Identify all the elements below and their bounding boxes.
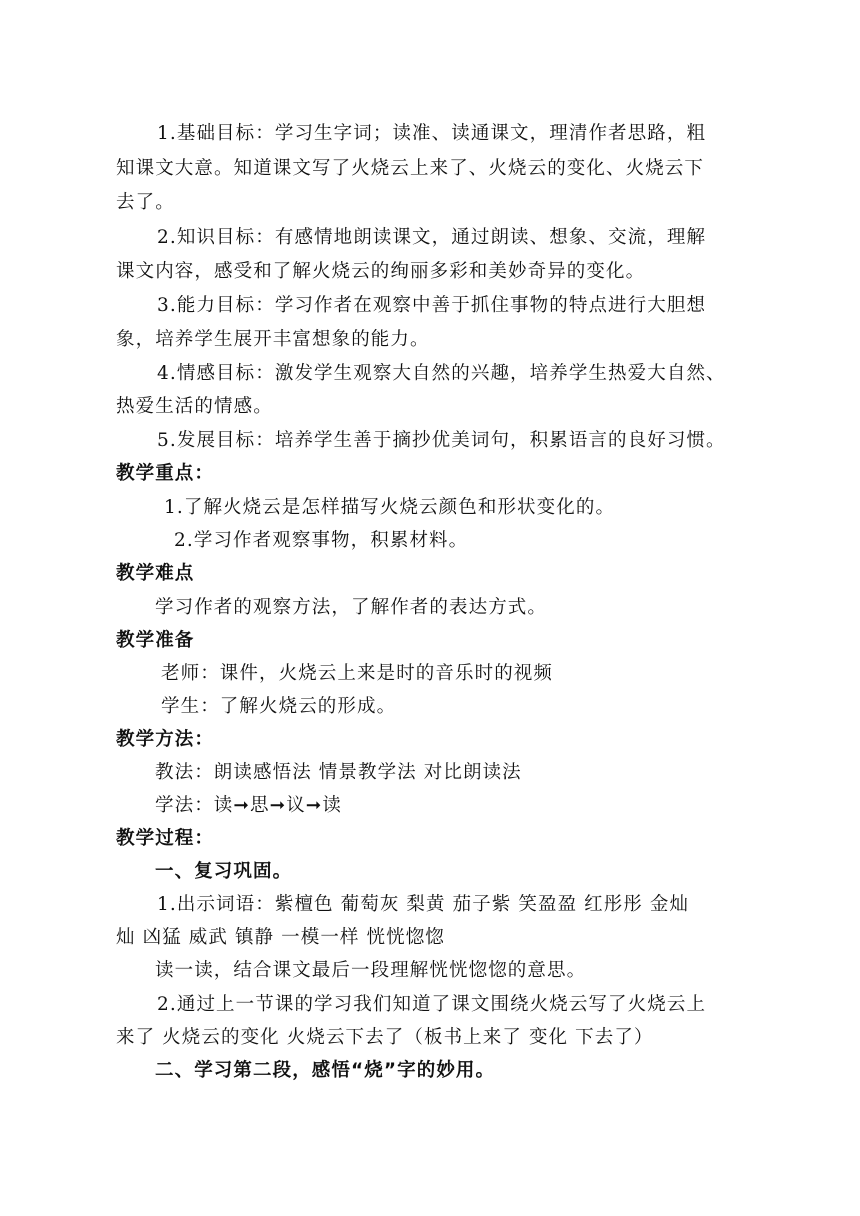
goal-3-line-2: 象，培养学生展开丰富想象的能力。 bbox=[116, 329, 430, 350]
process-step-2-line-2: 来了 火烧云的变化 火烧云下去了（板书上来了 变化 下去了） bbox=[116, 1027, 654, 1048]
process-step-2-line-1: 2.通过上一节课的学习我们知道了课文围绕火烧云写了火烧云上 bbox=[157, 994, 707, 1015]
process-section-2: 二、学习第二段，感悟“烧”字的妙用。 bbox=[155, 1060, 496, 1081]
preparation-teacher: 老师：课件，火烧云上来是时的音乐时的视频 bbox=[161, 663, 554, 684]
goal-4-line-1: 4.情感目标：激发学生观察大自然的兴趣，培养学生热爱大自然、 bbox=[157, 363, 726, 384]
goal-2-line-1: 2.知识目标：有感情地朗读课文，通过朗读、想象、交流，理解 bbox=[157, 227, 707, 248]
goal-5-line-1: 5.发展目标：培养学生善于摘抄优美词句，积累语言的良好习惯。 bbox=[157, 430, 726, 451]
goal-1-line-1: 1.基础目标：学习生字词；读准、读通课文，理清作者思路，粗 bbox=[157, 123, 707, 144]
difficulty-heading: 教学难点 bbox=[116, 563, 195, 584]
goal-2-line-2: 课文内容，感受和了解火烧云的绚丽多彩和美妙奇异的变化。 bbox=[116, 261, 646, 282]
key-point-1: 1.了解火烧云是怎样描写火烧云颜色和形状变化的。 bbox=[164, 497, 616, 518]
process-section-1: 一、复习巩固。 bbox=[155, 861, 293, 882]
key-point-2: 2.学习作者观察事物，积累材料。 bbox=[174, 530, 469, 551]
methods-learning: 学法：读➞思➞议➞读 bbox=[155, 795, 343, 816]
process-step-1-line-1: 1.出示词语：紫檀色 葡萄灰 梨黄 茄子紫 笑盈盈 红彤彤 金灿 bbox=[157, 894, 690, 915]
key-points-heading: 教学重点： bbox=[116, 463, 215, 484]
goal-1-line-2: 知课文大意。知道课文写了火烧云上来了、火烧云的变化、火烧云下 bbox=[116, 158, 705, 179]
methods-heading: 教学方法： bbox=[116, 729, 215, 750]
process-step-1-note: 读一读，结合课文最后一段理解恍恍惚惚的意思。 bbox=[155, 960, 587, 981]
difficulty-text: 学习作者的观察方法，了解作者的表达方式。 bbox=[155, 597, 548, 618]
process-heading: 教学过程： bbox=[116, 828, 215, 849]
goal-4-line-2: 热爱生活的情感。 bbox=[116, 396, 273, 417]
process-step-1-line-2: 灿 凶猛 威武 镇静 一模一样 恍恍惚惚 bbox=[116, 927, 445, 948]
preparation-heading: 教学准备 bbox=[116, 630, 195, 651]
preparation-student: 学生：了解火烧云的形成。 bbox=[161, 696, 397, 717]
goal-1-line-3: 去了。 bbox=[116, 192, 175, 213]
goal-3-line-1: 3.能力目标：学习作者在观察中善于抓住事物的特点进行大胆想 bbox=[157, 295, 707, 316]
methods-teaching: 教法：朗读感悟法 情景教学法 对比朗读法 bbox=[155, 762, 522, 783]
